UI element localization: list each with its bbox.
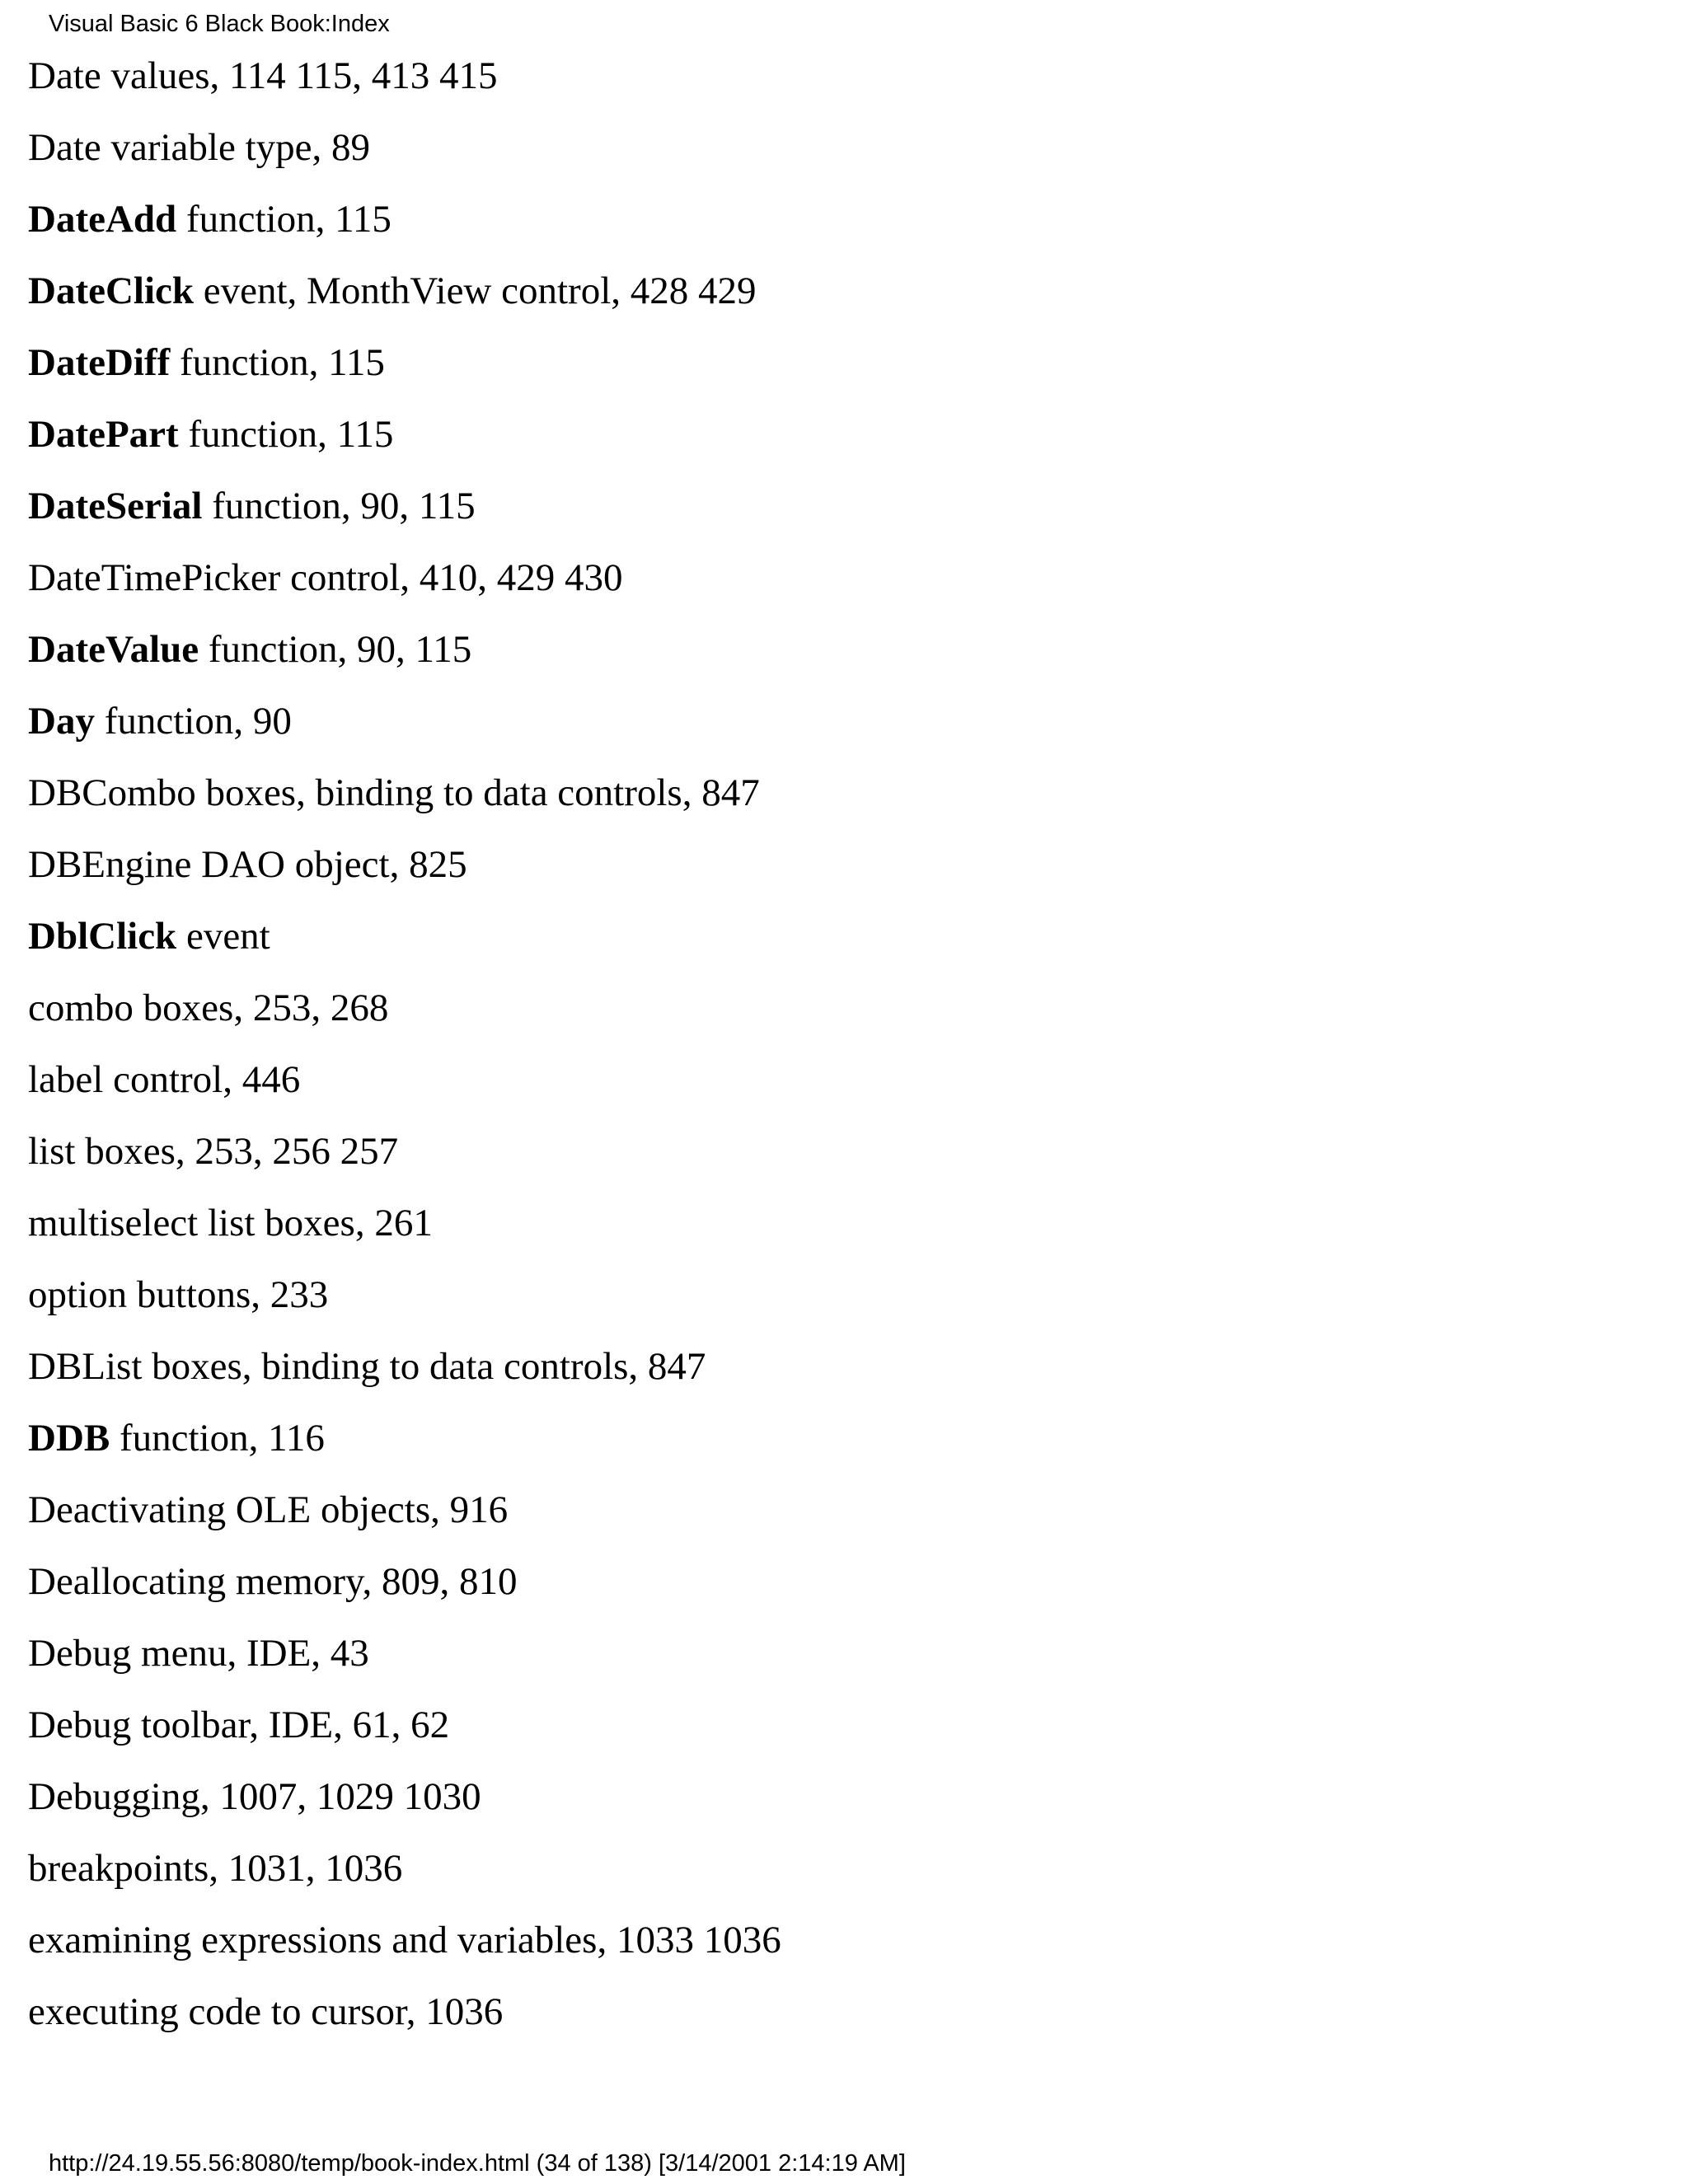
index-entry-text: Debug toolbar, IDE, 61, 62 [28,1704,450,1746]
index-entry [28,912,781,983]
index-entry [28,1915,781,1987]
index-entry-text: option buttons, 233 [28,1273,329,1316]
index-entry-text: event [176,915,270,958]
index-entry [28,1700,781,1772]
index-entry [28,1055,781,1127]
index-entry [28,481,781,553]
index-term: Day [28,700,95,743]
index-entry-text: DBList boxes, binding to data controls, 847 [28,1345,706,1388]
index-term: DblClick [28,915,177,958]
index-entry [28,553,781,625]
index-entry [28,840,781,912]
index-entry [28,1987,781,2059]
index-entry-text: Debug menu, IDE, 43 [28,1632,369,1675]
index-entry-text: Deallocating memory, 809, 810 [28,1560,518,1603]
index-entry-text: function, 90, 115 [202,485,476,527]
index-entry [28,1557,781,1629]
index-entry-text: Debugging, 1007, 1029 1030 [28,1775,481,1818]
index-entry [28,1198,781,1270]
index-entry [28,338,781,410]
index-entry [28,1413,781,1485]
index-entry-text: DBEngine DAO object, 825 [28,843,467,886]
page-footer-url: http://24.19.55.56:8080/temp/book-index.html (34 of 138) [3/14/2001 2:14:19 AM] [49,2150,906,2177]
index-entry-text: list boxes, 253, 256 257 [28,1130,399,1173]
index-entry-text: breakpoints, 1031, 1036 [28,1847,403,1890]
index-entry-text: function, 115 [176,198,392,241]
index-entry [28,983,781,1055]
index-term: DateClick [28,269,195,312]
index-term: DDB [28,1417,110,1460]
index-entry-text: label control, 446 [28,1058,301,1101]
index-entry [28,1844,781,1915]
index-entry-text: executing code to cursor, 1036 [28,1990,504,2033]
index-entry-text: Date values, 114 115, 413 415 [28,54,498,97]
index-entry-text: function, 90, 115 [199,628,472,671]
index-entry-text: DateTimePicker control, 410, 429 430 [28,556,623,599]
index-entry [28,1629,781,1700]
index-list [28,51,781,2059]
index-entry-text: combo boxes, 253, 268 [28,987,389,1029]
index-entry [28,696,781,768]
index-entry [28,194,781,266]
index-entry-text: function, 90 [94,700,292,743]
page-header: Visual Basic 6 Black Book:Index [49,11,390,37]
index-term: DateValue [28,628,199,671]
index-entry-text: DBCombo boxes, binding to data controls, 847 [28,771,760,814]
index-entry [28,1127,781,1198]
index-term: DatePart [28,413,179,456]
index-entry [28,51,781,123]
index-entry-text: Date variable type, 89 [28,126,370,169]
index-entry-text: Deactivating OLE objects, 916 [28,1488,509,1531]
index-term: DateSerial [28,485,203,527]
index-term: DateDiff [28,341,171,384]
index-entry-text: multiselect list boxes, 261 [28,1202,433,1244]
index-entry-text: function, 116 [110,1417,325,1460]
index-entry [28,1485,781,1557]
index-entry [28,768,781,840]
index-entry-text: function, 115 [170,341,385,384]
index-entry [28,625,781,696]
index-entry-text: function, 115 [178,413,394,456]
index-entry [28,1342,781,1413]
index-entry-text: event, MonthView control, 428 429 [194,269,757,312]
index-entry-text: examining expressions and variables, 1033 1036 [28,1919,781,1961]
index-entry [28,1270,781,1342]
index-entry [28,266,781,338]
index-entry [28,410,781,481]
index-term: DateAdd [28,198,177,241]
index-entry [28,1772,781,1844]
index-entry [28,123,781,194]
